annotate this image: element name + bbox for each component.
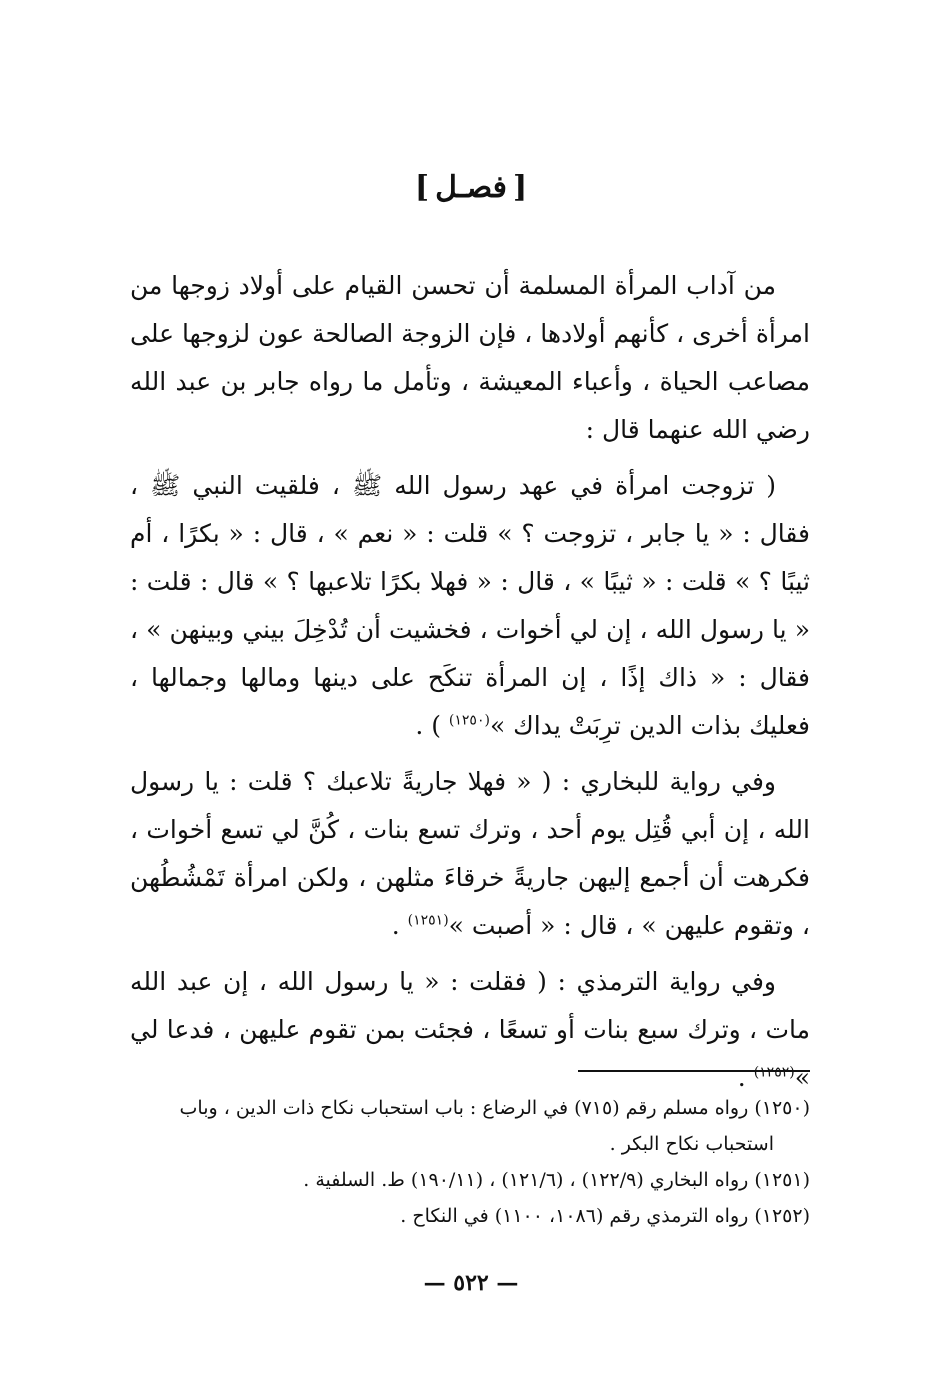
paragraph-intro bbox=[130, 262, 810, 454]
paragraph-tail: ) . bbox=[415, 711, 449, 740]
footnote-ref[interactable]: (١٢٥١) bbox=[407, 912, 449, 929]
heading-open-bracket: [ bbox=[512, 170, 528, 205]
paragraph-tirmidhi bbox=[130, 958, 810, 1102]
footnote-text: (١٢٥١) رواه البخاري (١٢٢/٩) ، (١٢١/٦) ، (١٩٠/١١) ط. السلفية . bbox=[303, 1169, 810, 1191]
heading-close-bracket: ] bbox=[414, 170, 430, 205]
footnote-1252 bbox=[130, 1198, 810, 1234]
paragraph-bukhari bbox=[130, 758, 810, 950]
heading-title: فصـل bbox=[435, 170, 507, 205]
footnote-ref[interactable]: (١٢٥٠) bbox=[448, 712, 490, 729]
paragraph-text: ( تزوجت امرأة في عهد رسول الله ﷺ ، فلقيت النبي ﷺ ، فقال : « يا جابر ، تزوجت ؟ » قلت : « نعم » ، قال : « بكرًا ، أم ثيبًا ؟ » قلت : « ثيبًا » ، قال : « فهلا بكرًا تلاعبها ؟ » قال : قلت : « يا رسول الله ، إن لي أخوات ، فخشيت أن تُدْخِلَ بيني وبينهن » ، فقال : « ذاك إذًا ، إن المرأة تنكَح على دينها ومالها وجمالها ، فعليك بذات الدين ترِبَتْ يداك » bbox=[130, 471, 810, 740]
footnotes bbox=[130, 1090, 810, 1234]
paragraph-text: وفي رواية الترمذي : ( فقلت : « يا رسول الله ، إن عبد الله مات ، وترك سبع بنات أو تسعًا ، فجئت بمن تقوم عليهن ، فدعا لي » bbox=[130, 967, 810, 1092]
page-number: — ٥٢٢ — bbox=[423, 1270, 519, 1296]
paragraph-text: وفي رواية للبخاري : ( « فهلا جاريةً تلاعبك ؟ قلت : يا رسول الله ، إن أبي قُتِل يوم أحد ، وترك تسع بنات ، كُنَّ لي تسع أخوات ، فكرهت أن أجمع إليهن جاريةً خرقاءَ مثلهن ، ولكن امرأة تَمْشُطُهن ، وتقوم عليهن » ، قال : « أصبت » bbox=[130, 767, 810, 940]
footnote-continuation: استحباب نكاح البكر . bbox=[609, 1133, 774, 1155]
paragraph-hadith bbox=[130, 462, 810, 750]
footnote-1250 bbox=[130, 1090, 810, 1162]
footnote-text: (١٢٥٢) رواه الترمذي رقم (١٠٨٦، ١١٠٠) في النكاح . bbox=[400, 1205, 810, 1227]
main-text bbox=[130, 262, 810, 1102]
paragraph-tail: . bbox=[737, 1063, 754, 1092]
section-heading bbox=[0, 170, 942, 205]
paragraph-text: من آداب المرأة المسلمة أن تحسن القيام على أولاد زوجها من امرأة أخرى ، كأنهم أولادها ، فإن الزوجة الصالحة عون لزوجها على مصاعب الحياة ، وأعباء المعيشة ، وتأمل ما رواه جابر بن عبد الله رضي الله عنهما قال : bbox=[130, 271, 810, 444]
footnote-ref[interactable]: (١٢٥٢) bbox=[753, 1064, 795, 1081]
paragraph-tail: . bbox=[391, 911, 408, 940]
footnote-text: (١٢٥٠) رواه مسلم رقم (٧١٥) في الرضاع : باب استحباب نكاح ذات الدين ، وباب bbox=[179, 1097, 810, 1119]
footnote-divider bbox=[578, 1070, 810, 1072]
footnote-1251 bbox=[130, 1162, 810, 1198]
